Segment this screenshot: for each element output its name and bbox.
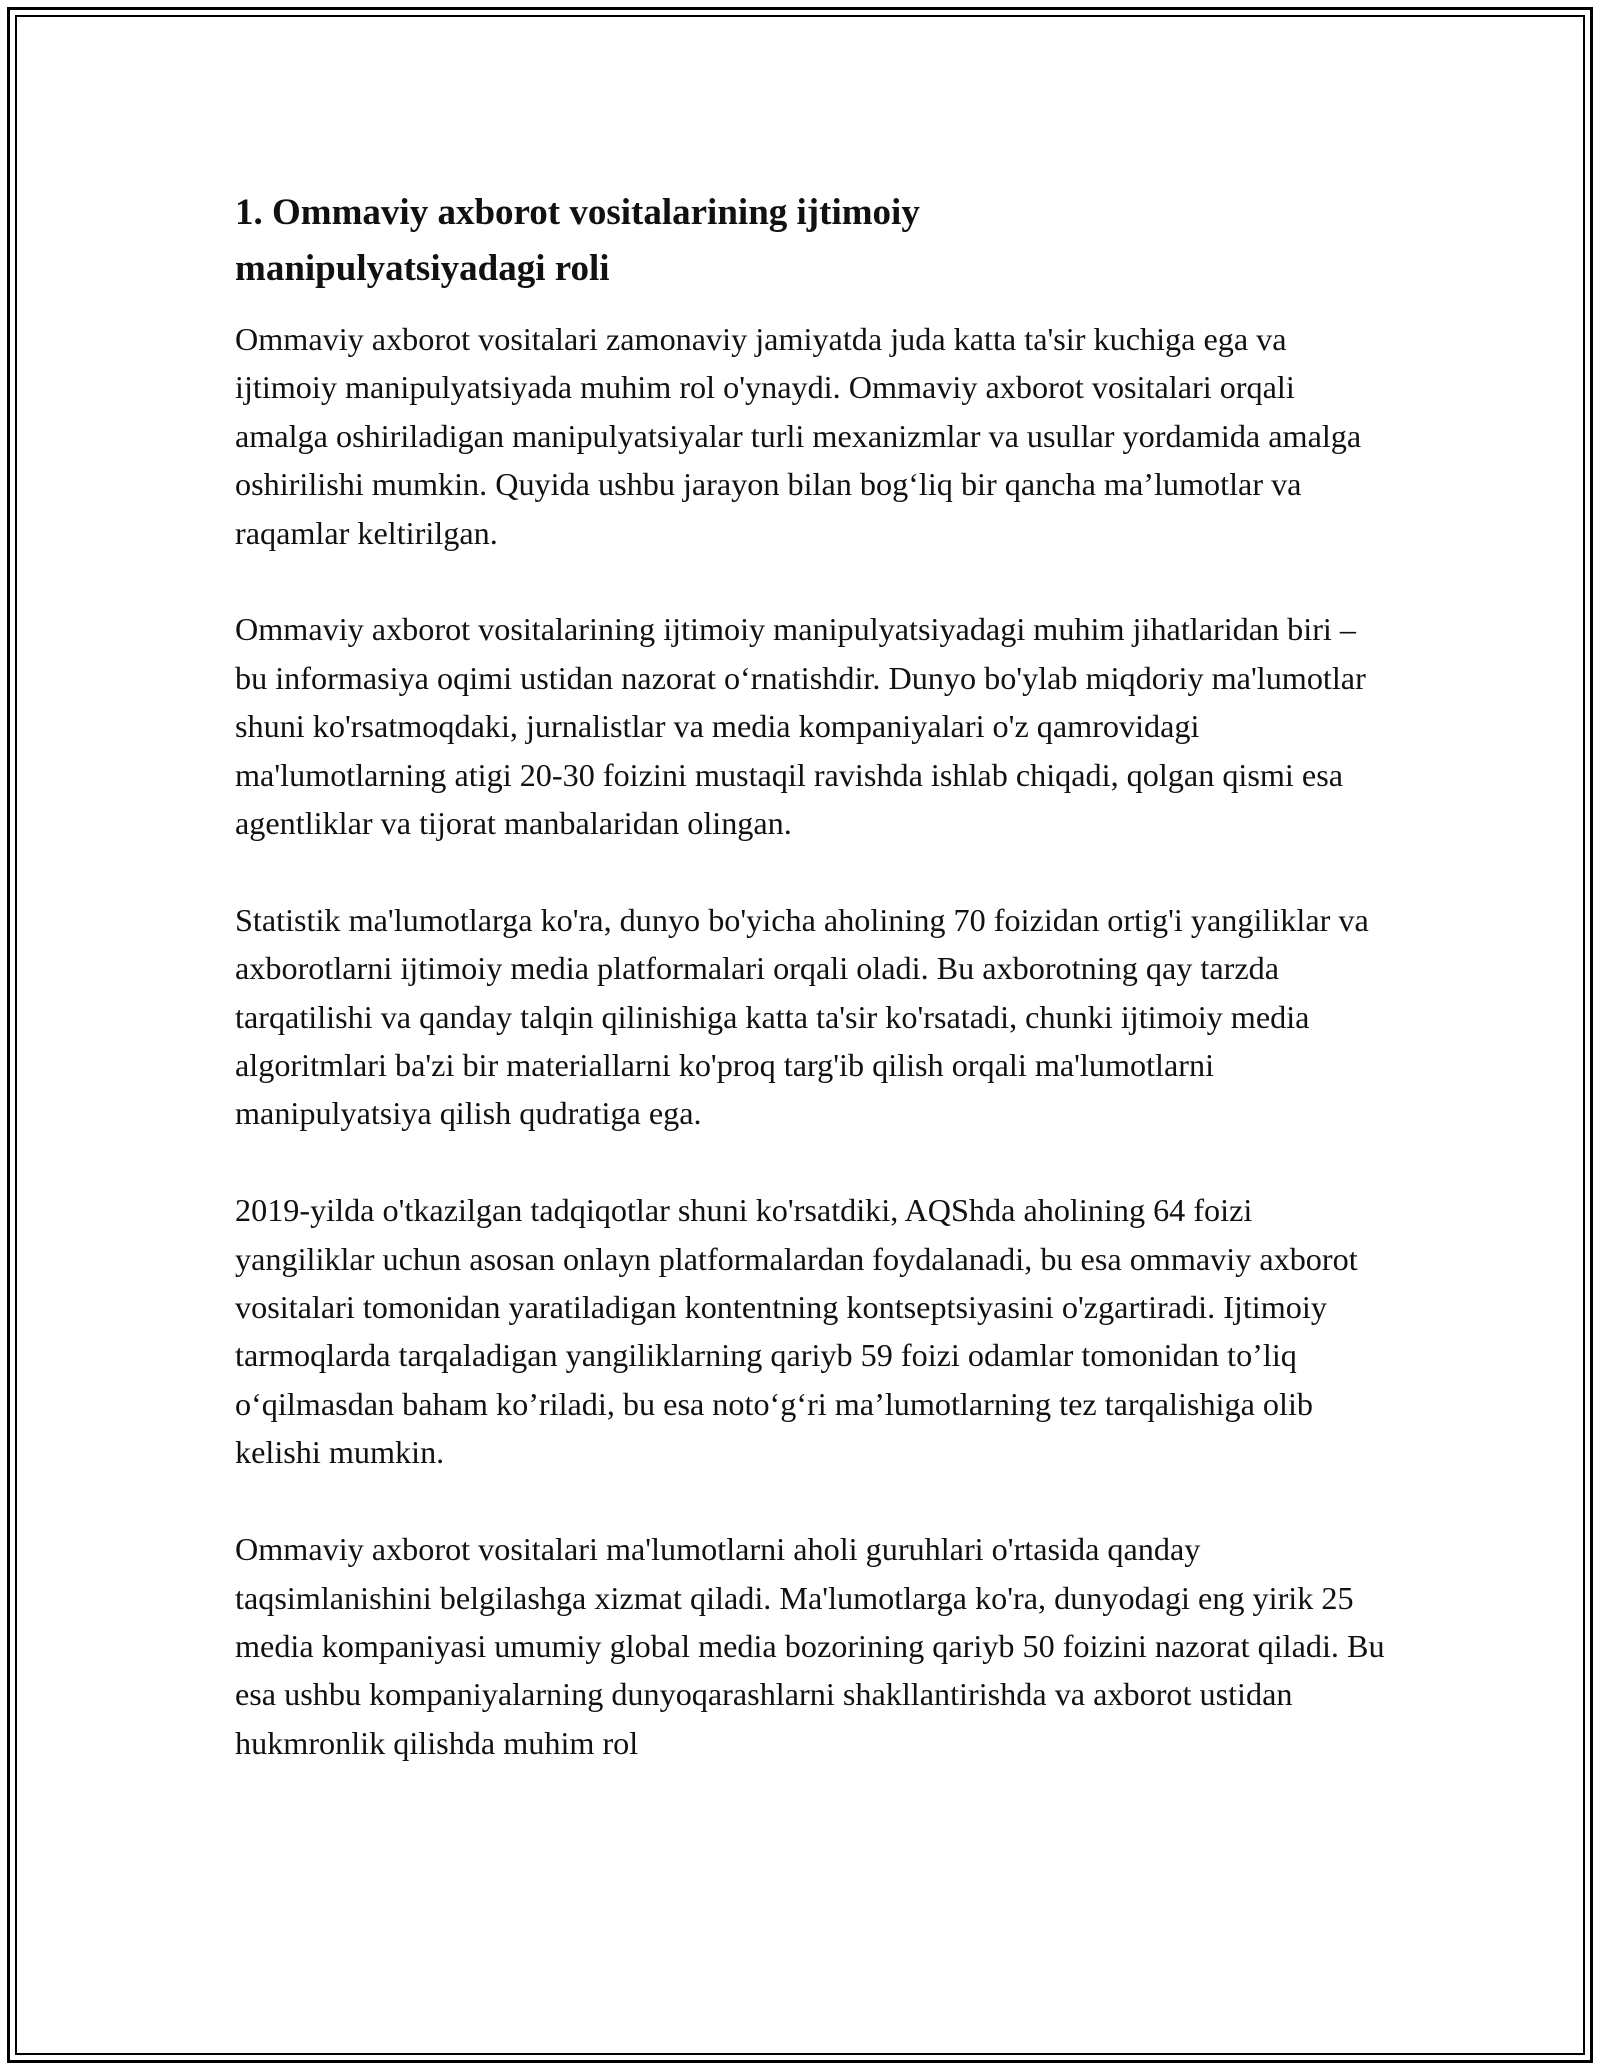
section-heading: 1. Ommaviy axborot vositalarining ijtimoiy manipulyatsiyadagi roli [235, 192, 920, 289]
paragraph-usa-research: 2019-yilda o'tkazilgan tadqiqotlar shuni ko'rsatdiki, AQShda aholining 64 foizi yangiliklar uchun asosan onlayn platformalardan foydalanadi, bu esa ommaviy axborot vositalari tomonidan yaratiladigan kontentning kontseptsiyasini o'zgartiradi. Ijtimoiy tarmoqlarda tarqaladigan yangiliklarning qariyb 59 foizi odamlar tomonidan to’liq o‘qilmasdan baham ko’riladi, bu esa noto‘g‘ri ma’lumotlarning tez tarqalishiga olib kelishi mumkin. [235, 1192, 1358, 1471]
paragraph-media-companies: Ommaviy axborot vositalari ma'lumotlarni aholi guruhlari o'rtasida qanday taqsimlanishini belgilashga xizmat qiladi. Ma'lumotlarga ko'ra, dunyodagi eng yirik 25 media kompaniyasi umumiy global media bozorining qariyb 50 foizini nazorat qiladi. Bu esa ushbu kompaniyalarning dunyoqarashlarni shakllantirishda va axborot ustidan hukmronlik qilishda muhim rol [235, 1531, 1385, 1761]
paragraph-social-media-statistics: Statistik ma'lumotlarga ko'ra, dunyo bo'yicha aholining 70 foizidan ortig'i yangiliklar va axborotlarni ijtimoiy media platformalari orqali oladi. Bu axborotning qay tarzda tarqatilishi va qanday talqin qilinishiga katta ta'sir ko'rsatadi, chunki ijtimoiy media algoritmlari ba'zi bir materiallarni ko'proq targ'ib qilish orqali ma'lumotlarni manipulyatsiya qilish qudratiga ega. [235, 901, 1369, 1132]
paragraph-intro: Ommaviy axborot vositalari zamonaviy jamiyatda juda katta ta'sir kuchiga ega va ijtimoiy manipulyatsiyada muhim rol o'ynaydi. Ommaviy axborot vositalari orqali amalga oshiriladigan manipulyatsiyalar turli mexanizmlar va usullar yordamida amalga oshirilishi mumkin. Quyida ushbu jarayon bilan bog‘liq bir qancha ma’lumotlar va raqamlar keltirilgan. [235, 321, 1362, 551]
paragraph-information-flow: Ommaviy axborot vositalarining ijtimoiy manipulyatsiyadagi muhim jihatlaridan biri – bu informasiya oqimi ustidan nazorat o‘rnatishdir. Dunyo bo'ylab miqdoriy ma'lumotlar shuni ko'rsatmoqdaki, jurnalistlar va media kompaniyalari o'z qamrovidagi ma'lumotlarning atigi 20-30 foizini mustaqil ravishda ishlab chiqadi, qolgan qismi esa agentliklar va tijorat manbalaridan olingan. [235, 611, 1366, 842]
document-body [235, 185, 1385, 1816]
